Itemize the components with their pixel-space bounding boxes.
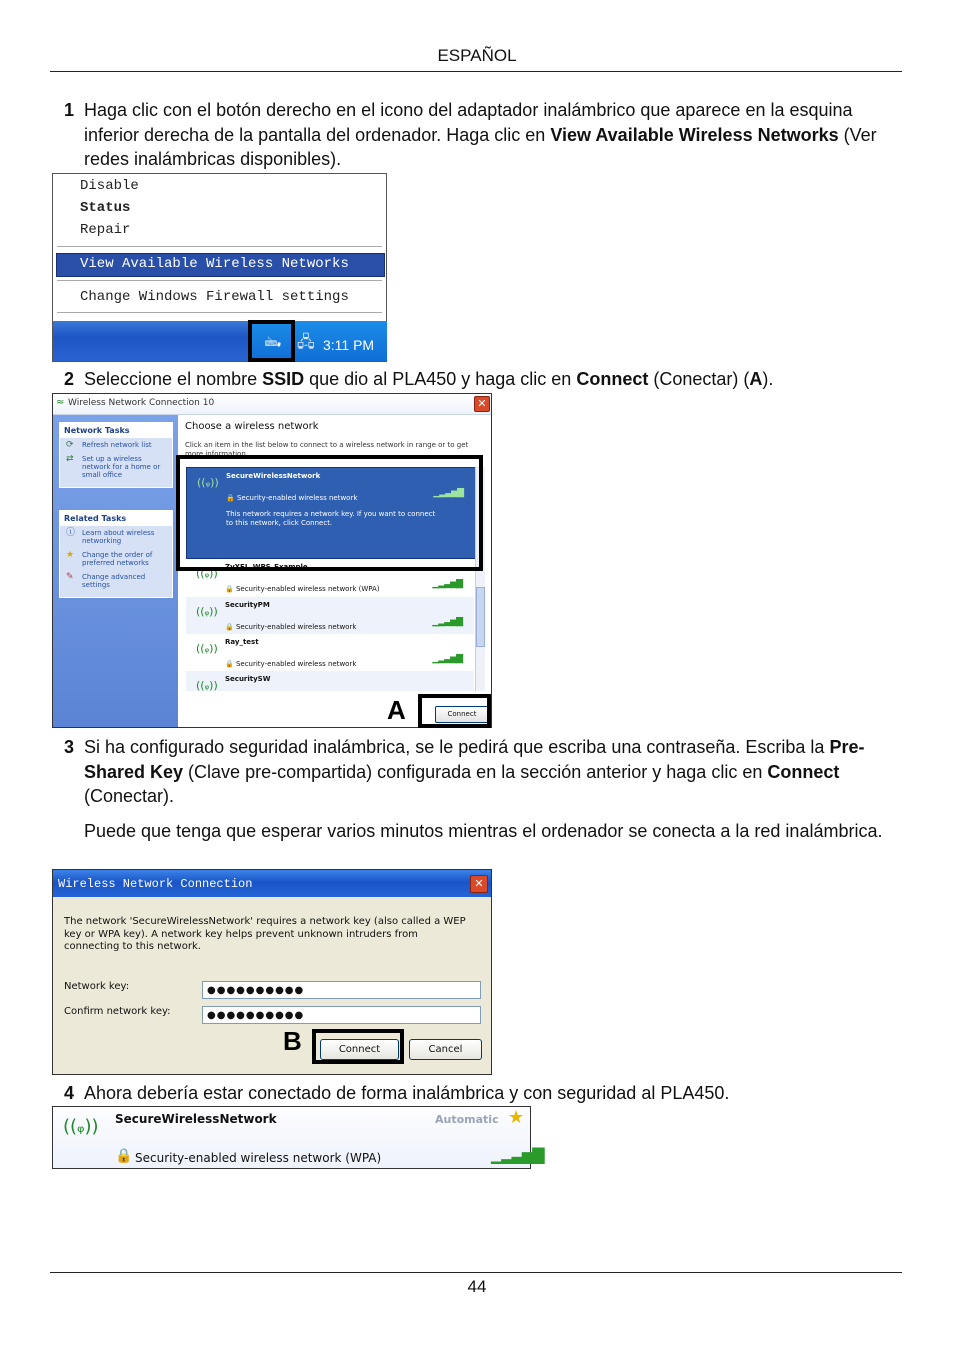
dialog-titlebar (53, 394, 491, 415)
network-detail: This network requires a network key. If you want to connect to this network, click Connect. (226, 510, 436, 527)
step-number: 4 (64, 1083, 75, 1103)
marker-a: A (387, 695, 406, 725)
header-rule (50, 71, 902, 72)
lock-icon: 🔒 (226, 494, 235, 502)
lock-icon: 🔒 (225, 585, 234, 593)
network-key-dialog (52, 869, 492, 1075)
lock-icon: 🔒 (115, 1148, 133, 1164)
cancel-button[interactable]: Cancel (409, 1039, 482, 1060)
menu-separator (57, 280, 382, 281)
step-number: 2 (64, 369, 75, 389)
scrollbar-thumb[interactable] (476, 587, 485, 647)
antenna-icon: ((ᵩ)) (196, 605, 218, 618)
page-header-language: ESPAÑOL (437, 46, 517, 65)
refresh-icon: ⟳ (66, 440, 74, 450)
step-number: 3 (64, 737, 75, 757)
menu-item-status[interactable]: Status (80, 200, 131, 216)
network-item-securitysw[interactable]: ((ᵩ)) SecuritySW (186, 671, 474, 691)
step-text: Ahora debería estar conectado de forma inalámbrica y con seguridad al PLA450. (84, 1083, 730, 1103)
setup-icon: ⇄ (66, 454, 74, 464)
star-icon: ★ (508, 1107, 525, 1128)
wireless-adapter-icon[interactable]: 🖦 (265, 334, 282, 351)
network-icon: 🖧 (297, 334, 315, 351)
antenna-icon: ((ᵩ)) (196, 642, 218, 655)
highlight-box-connect-button (418, 694, 491, 728)
security-label: 🔒 Security-enabled wireless network (225, 660, 357, 668)
connected-network-item[interactable] (52, 1106, 543, 1169)
security-label: Security-enabled wireless network (WPA) (135, 1151, 382, 1165)
security-label: 🔒 Security-enabled wireless network (225, 623, 357, 631)
dialog-title: Wireless Network Connection 10 (68, 398, 215, 408)
step-text: Seleccione el nombre SSID que dio al PLA450 y haga clic en Connect (Conectar) (A). (84, 369, 774, 389)
taskbar (53, 321, 386, 361)
change-order-link[interactable]: ★ Change the order of preferred networks (66, 550, 153, 567)
step-text: Haga clic con el botón derecho en el icono del adaptador inalámbrico que aparece en la esquina inferior derecha de la pantalla del ordenador. Haga clic en View Available Wireless Networks (Ver redes inalámbricas disponibles). (84, 100, 877, 169)
step-text: Si ha configurado seguridad inalámbrica, se le pedirá que escriba una contraseña. Escriba la Pre-Shared Key (Clave pre-compartida) configurada en la sección anterior y haga clic en Connect (Conectar). (84, 737, 865, 806)
dialog-titlebar (53, 870, 491, 897)
signal-bars-icon: ▁▂▃▅▇ (432, 654, 462, 664)
antenna-icon: ((ᵩ)) (63, 1116, 99, 1137)
page-number: 44 (467, 1277, 487, 1296)
menu-item-view-available-wireless-networks[interactable]: View Available Wireless Networks (80, 256, 349, 272)
dialog-instruction: Click an item in the list below to connect to a wireless network in range or to get more information. (185, 441, 469, 458)
step-2 (64, 367, 924, 392)
close-icon[interactable]: ✕ (474, 396, 490, 412)
dialog-title: Wireless Network Connection (58, 877, 253, 891)
lock-icon: 🔒 (225, 660, 234, 668)
menu-item-disable[interactable]: Disable (80, 178, 139, 194)
highlight-box-adapter-icon (248, 320, 295, 362)
star-icon: ★ (66, 550, 75, 560)
confirm-key-label: Confirm network key: (64, 1006, 171, 1017)
marker-b: B (283, 1026, 302, 1056)
antenna-icon: ((ᵩ)) (196, 679, 218, 692)
menu-separator (57, 312, 382, 313)
related-tasks-header: Related Tasks (60, 511, 172, 526)
lock-icon: 🔒 (225, 623, 234, 631)
taskbar-clock: 3:11 PM (323, 337, 375, 353)
signal-bars-icon: ▁▂▃▅▇ (432, 579, 462, 589)
network-item-ray-test[interactable]: ((ᵩ)) Ray_test 🔒 Security-enabled wireless network ▁▂▃▅▇ (196, 638, 462, 668)
security-label: 🔒 Security-enabled wireless network (WPA) (225, 585, 380, 593)
close-icon[interactable]: ✕ (470, 875, 488, 893)
connect-button[interactable]: Connect (435, 706, 489, 723)
security-label: 🔒 Security-enabled wireless network (226, 494, 358, 502)
step-number: 1 (64, 100, 75, 120)
setup-wireless-link[interactable]: ⇄ Set up a wireless network for a home or small office (66, 454, 161, 479)
menu-item-change-firewall[interactable]: Change Windows Firewall settings (80, 289, 349, 305)
network-tasks-header: Network Tasks (60, 423, 172, 438)
highlight-box-connect-button (312, 1029, 404, 1064)
menu-item-repair[interactable]: Repair (80, 222, 131, 238)
related-tasks-panel (59, 510, 173, 598)
context-menu-screenshot (52, 173, 387, 362)
signal-bars-icon: ▁▂▃▅▇ (491, 1145, 543, 1164)
step-note: Puede que tenga que esperar varios minutos mientras el ordenador se conecta a la red inalámbrica. (84, 820, 883, 841)
network-name: SecureWirelessNetwork (115, 1112, 277, 1126)
network-item-securitypm[interactable]: ((ᵩ)) SecurityPM 🔒 Security-enabled wireless network ▁▂▃▅▇ (186, 597, 474, 634)
footer-rule (50, 1272, 902, 1273)
wireless-icon: ≈ (56, 397, 65, 408)
step-3 (64, 735, 904, 843)
info-icon: ⓘ (66, 528, 76, 538)
network-item-securewirelessnetwork[interactable]: ((ᵩ)) SecureWirelessNetwork 🔒 Security-enabled wireless network ▁▂▃▅▇ This network requires a network key. If you want to connect to this network, click Connect. (186, 467, 476, 559)
dialog-heading: Choose a wireless network (185, 421, 319, 432)
connection-status: Automatic (435, 1113, 499, 1126)
network-item-zyxel-wps-example[interactable]: ((ᵩ)) ZyXEL_WPS_Example 🔒 Security-enabled wireless network (WPA) ▁▂▃▅▇ (196, 563, 462, 593)
antenna-icon: ((ᵩ)) (196, 567, 218, 580)
connect-button[interactable]: Connect (320, 1039, 399, 1060)
confirm-key-input[interactable]: ●●●●●●●●●● (202, 1006, 481, 1024)
change-advanced-link[interactable]: ✎ Change advanced settings (66, 572, 146, 589)
refresh-network-list-link[interactable]: ⟳ Refresh network list (66, 440, 152, 450)
dialog-message: The network 'SecureWirelessNetwork' requires a network key (also called a WEP key or WPA key). A network key helps prevent unknown intruders from connecting to this network. (64, 916, 466, 952)
highlight-box-selected-network (176, 455, 483, 571)
menu-separator (57, 246, 382, 247)
network-key-label: Network key: (64, 981, 130, 992)
step-4 (64, 1081, 924, 1106)
task-sidebar (53, 415, 178, 727)
step-1 (64, 98, 904, 172)
settings-icon: ✎ (66, 572, 74, 582)
antenna-icon: ((ᵩ)) (197, 476, 219, 489)
network-tasks-panel (59, 422, 173, 488)
learn-wireless-link[interactable]: ⓘ Learn about wireless networking (66, 528, 155, 545)
signal-bars-icon: ▁▂▃▅▇ (432, 617, 462, 627)
signal-bars-icon: ▁▂▃▅▇ (433, 488, 463, 498)
network-key-input[interactable]: ●●●●●●●●●● (202, 981, 481, 999)
